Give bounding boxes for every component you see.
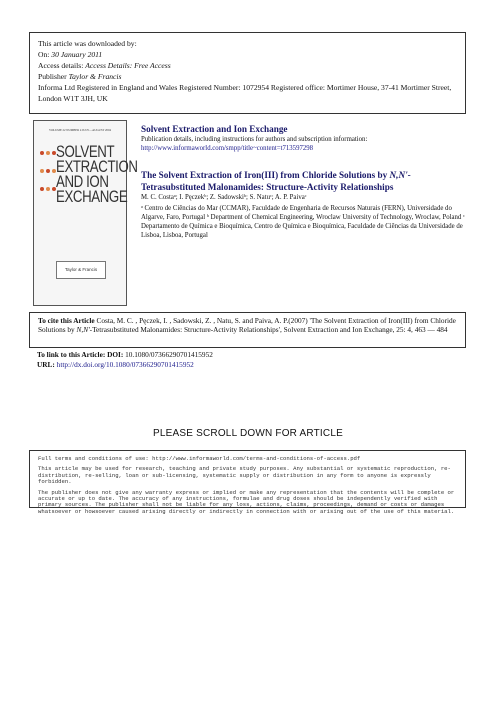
url-line	[37, 360, 194, 369]
doi-label: To link to this Article: DOI:	[37, 350, 126, 359]
terms-label: Full terms and conditions of use:	[38, 455, 153, 462]
terms-url-link[interactable]: http://www.informaworld.com/terms-and-conditions-of-access.pdf	[152, 455, 361, 462]
publication-details-text: Publication details, including instructions for authors and subscription information:	[141, 136, 368, 143]
terms-disclaimer-paragraph: The publisher does not give any warranty express or implied or make any representation that the contents will be complete or accurate or up to date. The accuracy of any instructions, formulae and drug doses should be independently verified with primary sources. The publisher shall not be liable for any loss, actions, claims, proceedings, demand or costs or damages whatsoever or howsoever caused arising directly or indirectly in connection with or arising out of the use of this material.	[38, 488, 455, 515]
article-title-part1: The Solvent Extraction of Iron(III) from Chloride Solutions by	[141, 170, 390, 180]
article-title-part2: -Tetrasubstituted Malonamides: Structure-Activity Relationships	[141, 170, 411, 192]
journal-title[interactable]: Solvent Extraction and Ion Exchange	[141, 124, 288, 134]
download-date: 30 January 2011	[51, 50, 103, 59]
journal-url-link[interactable]: http://www.informaworld.com/smpp/title~content=t713597298	[141, 144, 314, 152]
cover-title: SOLVENT EXTRACTION AND ION EXCHANGE	[56, 142, 138, 206]
downloaded-by-line: This article was downloaded by:	[38, 39, 137, 48]
publisher-label: Publisher	[38, 72, 69, 81]
cite-label: To cite this Article	[38, 316, 97, 325]
cover-volume-band: VOLUME 22 NUMBER 4 JULY—AUGUST 2004	[48, 128, 112, 132]
publisher-line	[38, 71, 457, 82]
journal-cover-image	[33, 120, 138, 306]
download-date-line	[38, 49, 457, 60]
cover-dots-decoration	[39, 143, 57, 197]
url-label: URL:	[37, 360, 57, 369]
article-title[interactable]	[141, 170, 471, 193]
terms-line	[38, 456, 457, 462]
citation-text-part1: Costa, M. C. , Pęczek, I. , Sadowski, Z. , Natu, S. and Paiva, A. P.(2007) 'The Solvent Extraction of Iron(III) from Chloride Solutions by	[38, 316, 456, 334]
publisher-name: Taylor & Francis	[68, 72, 122, 81]
doi-value: 10.1080/07366290701415952	[125, 350, 213, 359]
citation-text-part2: -Tetrasubstituted Malonamides: Structure-Activity Relationships', Solvent Extraction and Ion Exchange, 25: 4, 463 — 484	[89, 324, 448, 334]
doi-line	[37, 350, 213, 359]
article-authors: M. C. Costaᵃ; I. Pęczekᵇ; Z. Sadowskiᵇ; S. Natuᶜ; A. P. Paivaᶜ	[141, 194, 307, 201]
access-details: Access Details: Free Access	[85, 61, 171, 70]
article-title-italic: N,N'	[389, 170, 408, 180]
access-details-line	[38, 60, 457, 71]
citation-box	[29, 312, 466, 348]
registered-office: Informa Ltd Registered in England and Wales Registered Number: 1072954 Registered office: Mortimer House, 37-41 Mortimer Street, London W1T 3JH, UK	[38, 83, 452, 103]
access-label: Access details:	[38, 61, 86, 70]
doi-url-link[interactable]: http://dx.doi.org/10.1080/07366290701415952	[56, 360, 194, 369]
on-label: On:	[38, 50, 52, 59]
download-info-box	[29, 32, 466, 114]
terms-box	[29, 450, 466, 515]
scroll-notice: PLEASE SCROLL DOWN FOR ARTICLE	[153, 428, 343, 439]
author-affiliations: ᵃ Centro de Ciências do Mar (CCMAR), Faculdade de Engenharia de Recursos Naturais (FERN), Universidade do Algarve, Faro, Portugal ᵇ Department of Chemical Engineering, Wroclaw University of Technology, Wroclaw, Poland ᶜ Departamento de Química e Bioquímica, Centro de Química e Bioquímica, Faculdade de Ciências da Universidade de Lisboa, Lisboa, Portugal	[141, 205, 465, 239]
publisher-logo: Taylor & Francis	[56, 261, 106, 279]
citation-text-italic: N,N'	[76, 324, 90, 334]
terms-usage-paragraph: This article may be used for research, teaching and private study purposes. Any substantial or systematic reproduction, re-distribution, re-selling, loan or sub-licensing, systematic supply or distribution in any form to anyone is expressly forbidden.	[38, 465, 451, 486]
publication-details	[141, 136, 471, 153]
